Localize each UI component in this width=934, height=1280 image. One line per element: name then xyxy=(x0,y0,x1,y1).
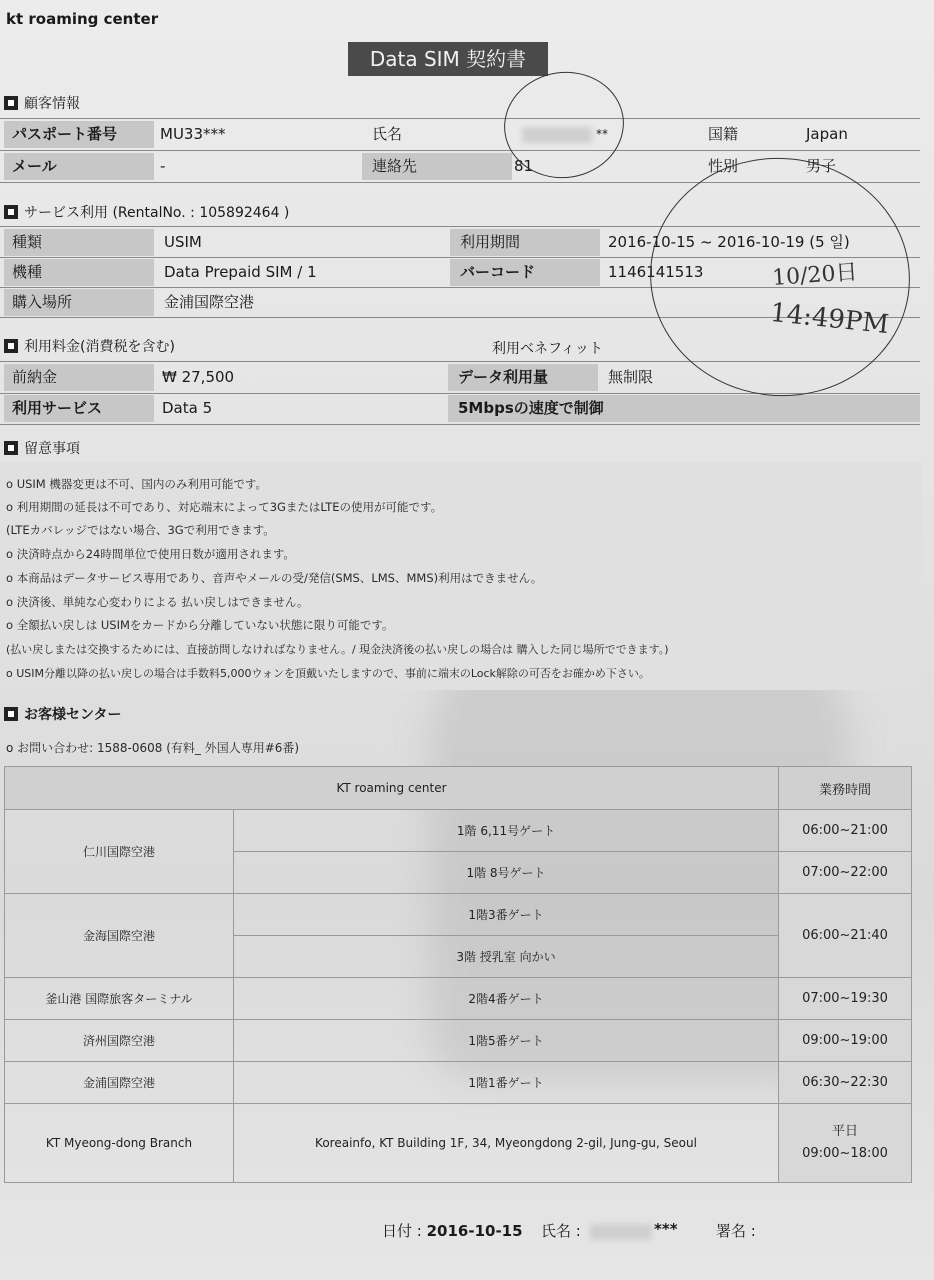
spot-cell: 1階 8号ゲート xyxy=(234,852,779,894)
section-square-icon xyxy=(4,96,18,110)
hours-cell: 07:00~19:30 xyxy=(779,978,912,1020)
support-heading-text: お客様センター xyxy=(24,707,122,723)
table-header-row xyxy=(5,767,912,810)
footer-name xyxy=(541,1220,581,1241)
notes-heading-text: 留意事項 xyxy=(24,441,80,457)
note-item: (払い戻しまたは交換するためには、直接訪問しなければなりません。/ 現金決済後の払い戻しの場合は 購入した同じ場所でできます。) xyxy=(6,643,669,656)
footer-name-value: *** xyxy=(654,1220,678,1238)
passport-label: パスポート番号 xyxy=(4,121,154,148)
hours-line: 平日 xyxy=(831,1124,858,1139)
barcode-value: 1146141513 xyxy=(608,263,704,281)
place-value: 金浦国際空港 xyxy=(164,293,255,311)
hours-cell: 09:00~19:00 xyxy=(779,1020,912,1062)
gender-label: 性別 xyxy=(708,157,739,175)
table-row xyxy=(5,1104,912,1183)
location-cell: 釜山港 国際旅客ターミナル xyxy=(5,978,234,1020)
hours-cell: 06:00~21:40 xyxy=(779,894,912,978)
notes-section-heading xyxy=(4,438,80,458)
type-label: 種類 xyxy=(4,229,154,256)
location-cell: 済州国際空港 xyxy=(5,1020,234,1062)
table-row xyxy=(5,1020,912,1062)
spot-cell: 1階 6,11号ゲート xyxy=(234,810,779,852)
email-value: - xyxy=(160,157,166,175)
location-cell: KT Myeong-dong Branch xyxy=(5,1104,234,1183)
support-section-heading xyxy=(4,704,121,724)
model-label: 機種 xyxy=(4,259,154,286)
spot-cell: 1階5番ゲート xyxy=(234,1020,779,1062)
model-value: Data Prepaid SIM / 1 xyxy=(164,263,317,281)
support-contact-line: o お問い合わせ: 1588-0608 (有料_ 外国人専用#6番) xyxy=(6,741,300,755)
date-value: 2016-10-15 xyxy=(426,1222,523,1240)
hours-cell xyxy=(779,1104,912,1183)
service-plan-value: Data 5 xyxy=(162,399,213,417)
spot-cell: Koreainfo, KT Building 1F, 34, Myeongdong 2-gil, Jung-gu, Seoul xyxy=(234,1104,779,1183)
service-plan-label: 利用サービス xyxy=(4,395,154,422)
table-row xyxy=(5,978,912,1020)
note-item: o USIM 機器変更は不可、国内のみ利用可能です。 xyxy=(6,477,267,491)
speed-limit: 5Mbpsの速度で制御 xyxy=(448,395,920,422)
nationality-value: Japan xyxy=(806,125,848,143)
prepay-label: 前納金 xyxy=(4,364,154,391)
fee-row-2 xyxy=(0,395,920,422)
service-heading-text: サービス利用 (RentalNo. : 105892464 ) xyxy=(24,205,290,221)
spot-cell: 1階1番ゲート xyxy=(234,1062,779,1104)
table-row xyxy=(5,810,912,852)
redacted-footer-name xyxy=(590,1224,652,1240)
note-item: o USIM分離以降の払い戻しの場合は手数料5,000ウォンを頂戴いたしますので、事前に端末のLock解除の可否をお確かめ下さい。 xyxy=(6,667,650,680)
name-label: 氏名 xyxy=(372,125,403,143)
period-label: 利用期間 xyxy=(450,229,600,256)
gender-value: 男子 xyxy=(806,157,837,175)
section-square-icon xyxy=(4,339,18,353)
note-item: o 利用期間の延長は不可であり、対応端末によって3GまたはLTEの使用が可能です。 xyxy=(6,500,443,514)
roaming-center-table xyxy=(4,766,912,1183)
service-section-heading xyxy=(4,202,289,222)
location-cell: 金浦国際空港 xyxy=(5,1062,234,1104)
note-item: o 決済後、単純な心変わりによる 払い戻しはできません。 xyxy=(6,595,309,609)
spot-cell: 3階 授乳室 向かい xyxy=(234,936,779,978)
table-row xyxy=(5,894,912,936)
note-item: o 決済時点から24時間単位で使用日数が適用されます。 xyxy=(6,547,295,561)
prepay-value: ₩ 27,500 xyxy=(162,368,235,386)
data-usage-label: データ利用量 xyxy=(448,364,598,391)
fee-heading-text: 利用料金(消費税を含む) xyxy=(24,339,175,355)
customer-section-heading xyxy=(4,93,80,113)
barcode-label: バーコード xyxy=(450,259,600,286)
note-item: o 全額払い戻しは USIMをカードから分離していない状態に限り可能です。 xyxy=(6,618,394,632)
spot-cell: 1階3番ゲート xyxy=(234,894,779,936)
benefit-heading: 利用ベネフィット xyxy=(492,341,603,357)
hours-cell: 06:30~22:30 xyxy=(779,1062,912,1104)
section-square-icon xyxy=(4,441,18,455)
hours-cell: 07:00~22:00 xyxy=(779,852,912,894)
period-value: 2016-10-15 ~ 2016-10-19 (5 일) xyxy=(608,233,850,251)
date-label: 日付 : xyxy=(382,1222,422,1240)
footer-date xyxy=(382,1220,523,1241)
fee-section-heading xyxy=(4,336,175,356)
type-value: USIM xyxy=(164,233,202,251)
note-item: (LTEカバレッジではない場合、3Gで利用できます。 xyxy=(6,523,275,537)
passport-value: MU33*** xyxy=(160,125,226,143)
hours-line: 09:00~18:00 xyxy=(802,1146,888,1161)
hours-cell: 06:00~21:00 xyxy=(779,810,912,852)
data-usage-value: 無制限 xyxy=(608,368,654,386)
name-value: ** xyxy=(596,127,608,141)
table-row xyxy=(5,1062,912,1104)
contact-value: 81 xyxy=(514,157,534,175)
handwritten-time-note: 14:49PM xyxy=(768,297,891,341)
note-item: o 本商品はデータサービス専用であり、音声やメールの受/発信(SMS、LMS、MMS)利用はできません。 xyxy=(6,571,543,585)
footer-name-label: 氏名 : xyxy=(541,1222,581,1240)
footer-sign-label: 署名 : xyxy=(716,1222,756,1240)
table-header: KT roaming center xyxy=(5,767,779,810)
section-square-icon xyxy=(4,707,18,721)
customer-heading-text: 顧客情報 xyxy=(24,96,80,112)
location-cell: 仁川国際空港 xyxy=(5,810,234,894)
hours-header: 業務時間 xyxy=(779,767,912,810)
customer-row-1 xyxy=(0,121,920,148)
brand-label: kt roaming center xyxy=(6,10,159,28)
spot-cell: 2階4番ゲート xyxy=(234,978,779,1020)
section-square-icon xyxy=(4,205,18,219)
handwritten-date-note: 10/20日 xyxy=(771,260,859,291)
location-cell: 金海国際空港 xyxy=(5,894,234,978)
place-label: 購入場所 xyxy=(4,289,154,316)
contact-label: 連絡先 xyxy=(362,153,512,180)
document-title: Data SIM 契約書 xyxy=(348,42,548,76)
nationality-label: 国籍 xyxy=(708,125,739,143)
email-label: メール xyxy=(4,153,154,180)
